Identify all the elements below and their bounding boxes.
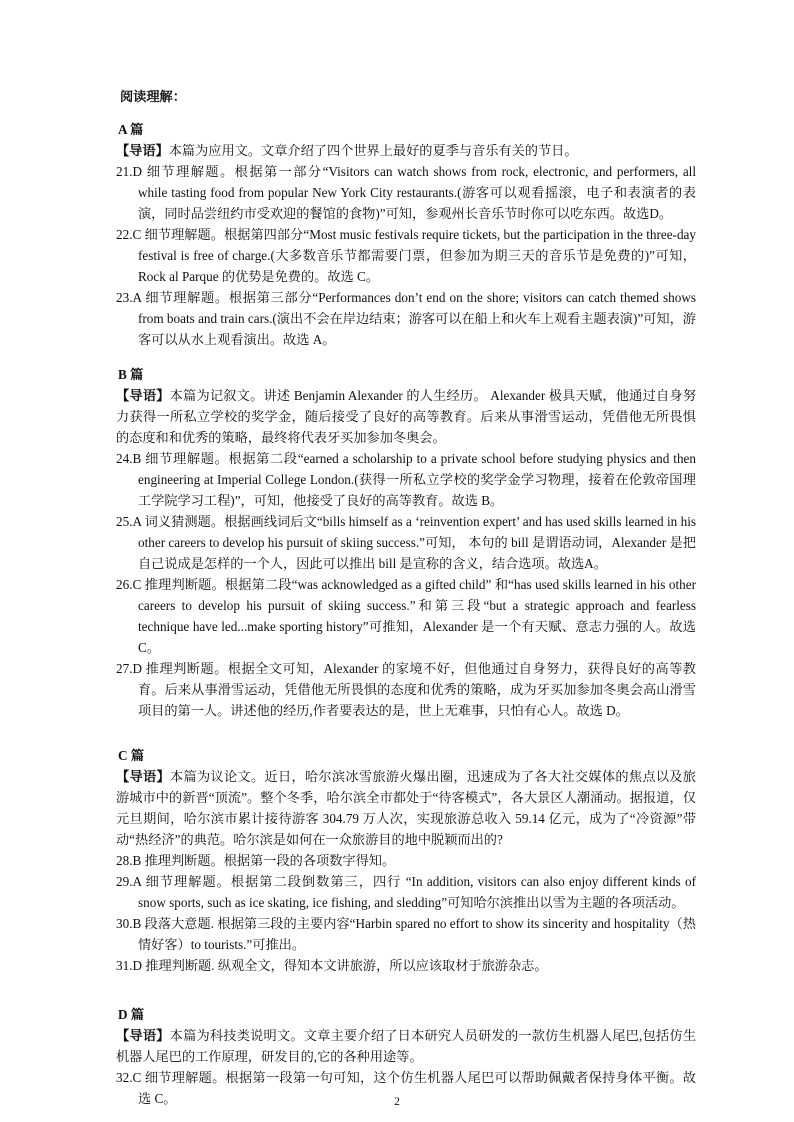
answer-item: 24.B 细节理解题。根据第二段“earned a scholarship to a private school before studying physics and then engineering at Imperial College London.(获得一所私立学校的奖学金学习物理，接着在伦敦帝国理工学院学习工程)”，可知，他接受了良好的高等教育。故选 B。 xyxy=(116,451,696,508)
answer-item: 25.A 词义猜测题。根据画线词后文“bills himself as a ‘reinvention expert’ and has used skills learned in his other careers to develop his pursuit of skiing success.”可知， 本句的 bill 是谓语动词，Alexander 是把自己说成是怎样的一个人，因此可以推出 bill 是宣称的含义，结合选项。故选A。 xyxy=(116,514,696,571)
answer-item: 28.B 推理判断题。根据第一段的各项数字得知。 xyxy=(116,853,396,868)
spacer xyxy=(116,721,696,745)
section-a xyxy=(116,119,696,350)
lead-text: 本篇为记叙文。讲述 Benjamin Alexander 的人生经历。 Alexander 极具天赋，他通过自身努力获得一所私立学校的奖学金，随后接受了良好的高等教育。后来从事滑雪运动，凭借他无所畏惧的态度和和优秀的策略，最终将代表牙买加参加冬奥会。 xyxy=(116,388,697,445)
lead-tag: 【导语】 xyxy=(116,388,170,403)
lead-tag: 【导语】 xyxy=(116,1028,170,1043)
lead-text: 本篇为科技类说明文。文章主要介绍了日本研究人员研发的一款仿生机器人尾巴,包括仿生机器人尾巴的工作原理，研发目的,它的各种用途等。 xyxy=(116,1028,697,1064)
section-title: C 篇 xyxy=(118,748,145,763)
answer-item: 26.C 推理判断题。根据第二段“was acknowledged as a gifted child” 和“has used skills learned in his other careers to develop his pursuit of skiing success.”和第三段“but a strategic approach and fearless technique have led...make sporting history”可推知，Alexander 是一个有天赋、意志力强的人。故选 C。 xyxy=(116,577,696,655)
section-lead xyxy=(116,1025,696,1067)
section-c xyxy=(116,745,696,976)
section-lead xyxy=(116,766,696,850)
lead-tag: 【导语】 xyxy=(116,769,170,784)
answer-item: 22.C 细节理解题。根据第四部分“Most music festivals require tickets, but the participation in the three-day festival is free of charge.(大多数音乐节都需要门票，但参加为期三天的音乐节是免费的)”可知，Rock al Parque 的优势是免费的。故选 C。 xyxy=(116,227,696,284)
section-lead xyxy=(116,140,696,161)
page-number: 2 xyxy=(394,1096,400,1108)
answer-item: 32.C 细节理解题。根据第一段第一句可知，这个仿生机器人尾巴可以帮助佩戴者保持身体平衡。故选 C。 xyxy=(116,1070,696,1106)
lead-text: 本篇为应用文。文章介绍了四个世界上最好的夏季与音乐有关的节日。 xyxy=(168,143,578,158)
answer-item: 30.B 段落大意题. 根据第三段的主要内容“Harbin spared no effort to show its sincerity and hospitality（热情好客）to tourists.”可推出。 xyxy=(116,916,696,952)
answer-item: 27.D 推理判断题。根据全文可知，Alexander 的家境不好，但他通过自身努力，获得良好的高等教育。后来从事滑雪运动，凭借他无所畏惧的态度和优秀的策略，成为牙买加参加冬奥会高山滑雪项目的第一人。讲述他的经历,作者要表达的是，世上无难事，只怕有心人。故选 D。 xyxy=(116,661,696,718)
answer-item: 23.A 细节理解题。根据第三部分“Performances don’t end on the shore; visitors can catch themed shows from boats and train cars.(演出不会在岸边结束；游客可以在船上和火车上观看主题表演)”可知，游客可以从水上观看演出。故选 A。 xyxy=(116,290,696,347)
section-lead xyxy=(116,385,696,448)
answer-item: 29.A 细节理解题。根据第二段倒数第三，四行 “In addition, visitors can also enjoy different kinds of snow sports, such as ice skating, ice fishing, and sledding”可知哈尔滨推出以雪为主题的各项活动。 xyxy=(116,874,696,910)
section-title: A 篇 xyxy=(118,122,144,137)
lead-text: 本篇为议论文。近日，哈尔滨冰雪旅游火爆出圈，迅速成为了各大社交媒体的焦点以及旅游城市中的新晋“顶流”。整个冬季，哈尔滨全市都处于“待客模式”，各大景区人潮涌动。据报道，仅元旦期间，哈尔滨市累计接待游客 304.79 万人次，实现旅游总收入 59.14 亿元，成为了“冷资源”带动“热经济”的典范。哈尔滨是如何在一众旅游目的地中脱颖而出的? xyxy=(116,769,697,847)
spacer xyxy=(116,976,696,1004)
spacer xyxy=(116,350,696,364)
section-b xyxy=(116,364,696,721)
answer-item: 31.D 推理判断题. 纵观全文，得知本文讲旅游，所以应该取材于旅游杂志。 xyxy=(116,958,548,973)
answer-item: 21.D 细节理解题。根据第一部分“Visitors can watch shows from rock, electronic, and performers, all while tasting food from popular New York City restaurants.(游客可以观看摇滚，电子和表演者的表演，同时品尝纽约市受欢迎的餐馆的食物)”可知，参观州长音乐节时你可以吃东西。故选D。 xyxy=(116,164,696,221)
section-title: B 篇 xyxy=(118,367,144,382)
section-title: D 篇 xyxy=(118,1007,145,1022)
lead-tag: 【导语】 xyxy=(116,143,169,158)
page-heading: 阅读理解： xyxy=(120,89,186,104)
